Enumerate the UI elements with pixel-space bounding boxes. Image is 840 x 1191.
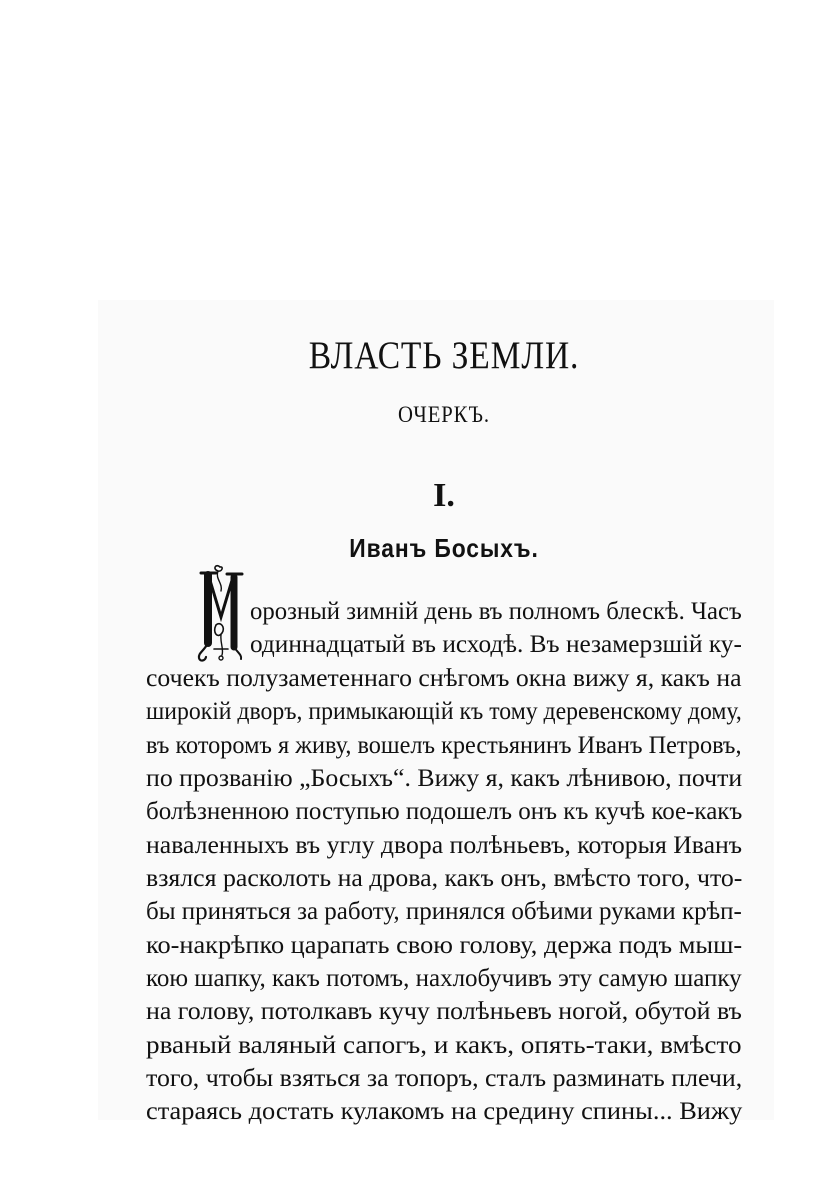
text-line: бы приняться за работу, принялся обѣими руками крѣп-: [146, 898, 742, 925]
text-line: орозный зимній день въ полномъ блескѣ. Часъ: [250, 598, 742, 625]
text-line: взялся расколоть на дрова, какъ онъ, вмѣсто того, что-: [146, 865, 743, 892]
text-line: на голову, потолкавъ кучу полѣньевъ ногой, обутой въ: [146, 998, 742, 1025]
chapter-number: I.: [433, 477, 455, 514]
text-line: въ которомъ я живу, вошелъ крестьянинъ Иванъ Петровъ,: [146, 732, 742, 759]
text-line: рваный валяный сапогъ, и какъ, опять-таки, вмѣсто: [146, 1032, 742, 1059]
ornamental-dropcap: [196, 563, 244, 663]
text-line: сочекъ полузаметеннаго снѣгомъ окна вижу я, какъ на: [146, 665, 742, 692]
text-line: кою шапку, какъ потомъ, нахлобучивъ эту самую шапку: [146, 965, 742, 992]
text-line: одиннадцатый въ исходѣ. Въ незамерзшій ку-: [250, 631, 742, 658]
text-line: по прозванію „Босыхъ“. Вижу я, какъ лѣнивою, почти: [146, 765, 743, 792]
text-line: ко-накрѣпко царапать свою голову, держа подъ мыш-: [146, 932, 743, 959]
text-line: наваленныхъ въ углу двора полѣньевъ, которыя Иванъ: [146, 832, 743, 859]
text-line: того, чтобы взяться за топоръ, сталъ разминать плечи,: [146, 1065, 743, 1092]
chapter-title: Иванъ Босыхъ.: [349, 533, 539, 563]
text-line: болѣзненною поступью подошелъ онъ къ кучѣ кое-какъ: [146, 798, 743, 825]
text-line: стараясь достать кулакомъ на средину спины... Вижу: [146, 1098, 743, 1125]
text-line: широкій дворъ, примыкающій къ тому деревенскому дому,: [146, 698, 742, 725]
page-title: ВЛАСТЬ ЗЕМЛИ.: [308, 334, 580, 377]
page-subtitle: ОЧЕРКЪ.: [398, 402, 490, 427]
